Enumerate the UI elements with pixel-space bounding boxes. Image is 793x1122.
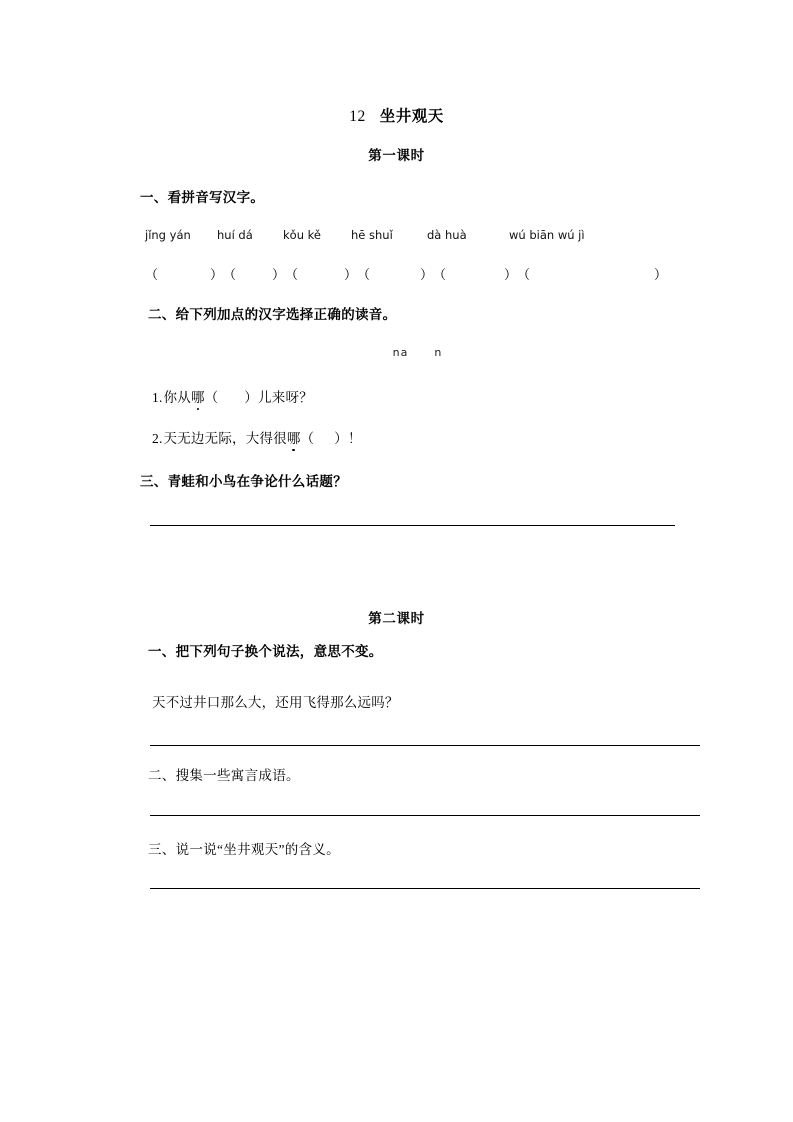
answer-bracket-1[interactable]: （ ） xyxy=(145,267,223,282)
pinyin-group-1: jǐng yán xyxy=(145,228,191,242)
answer-line-l2-2[interactable] xyxy=(150,815,700,816)
pinyin-row xyxy=(145,228,685,242)
answer-line-l2-1[interactable] xyxy=(150,745,700,746)
section-heading-l2-2: 二、搜集一些寓言成语。 xyxy=(148,768,300,783)
answer-bracket-6[interactable]: （ ） xyxy=(517,267,667,282)
question-l1-2-1 xyxy=(152,386,313,406)
question-text-before: 你从 xyxy=(163,390,191,405)
answer-line-l1-3[interactable] xyxy=(150,525,675,526)
dotted-character: 哪 xyxy=(191,386,205,406)
answer-bracket-3[interactable]: （ ） xyxy=(285,267,357,282)
tone-options-hint xyxy=(145,346,690,359)
question-l1-2-2 xyxy=(152,427,362,447)
pinyin-group-4: hē shuǐ xyxy=(351,228,393,242)
section-heading-l2-3: 三、说一说“坐井观天”的含义。 xyxy=(148,842,340,857)
answer-bracket-q1[interactable]: （ ） xyxy=(204,390,259,405)
lesson-title-text: 坐井观天 xyxy=(379,108,444,125)
question-text-before: 天无边无际，大得很 xyxy=(163,431,287,446)
page-title xyxy=(0,104,793,126)
lesson-number: 12 xyxy=(349,108,366,125)
answer-bracket-4[interactable]: （ ） xyxy=(357,267,433,282)
question-number: 2. xyxy=(152,431,163,446)
lesson-one-heading: 第一课时 xyxy=(368,148,425,163)
bracket-answer-row xyxy=(145,264,690,283)
answer-bracket-2[interactable]: （ ） xyxy=(223,267,285,282)
pinyin-group-5: dà huà xyxy=(427,228,467,242)
dotted-character: 哪 xyxy=(287,427,301,447)
answer-bracket-q2[interactable]: （ ） xyxy=(300,431,348,446)
answer-line-l2-3[interactable] xyxy=(150,888,700,889)
section-heading-l1-2: 二、给下列加点的汉字选择正确的读音。 xyxy=(148,307,397,322)
pinyin-group-2: huí dá xyxy=(217,228,253,242)
question-number: 1. xyxy=(152,390,163,405)
tone-option-1: na xyxy=(392,346,409,359)
section-heading-l1-1: 一、看拼音写汉字。 xyxy=(140,190,265,205)
section-heading-l1-3: 三、青蛙和小鸟在争论什么话题？ xyxy=(140,474,347,489)
question-text-after: ！ xyxy=(347,431,362,446)
question-text-after: 儿来呀？ xyxy=(258,390,313,405)
answer-bracket-5[interactable]: （ ） xyxy=(433,267,517,282)
lesson-two-heading: 第二课时 xyxy=(368,611,425,626)
sentence-to-rewrite: 天不过井口那么大，还用飞得那么远吗？ xyxy=(152,695,399,710)
pinyin-group-6: wú biān wú jì xyxy=(509,228,585,242)
pinyin-group-3: kǒu kě xyxy=(283,228,321,242)
tone-option-2: n xyxy=(434,346,443,359)
section-heading-l2-1: 一、把下列句子换个说法，意思不变。 xyxy=(148,644,383,659)
